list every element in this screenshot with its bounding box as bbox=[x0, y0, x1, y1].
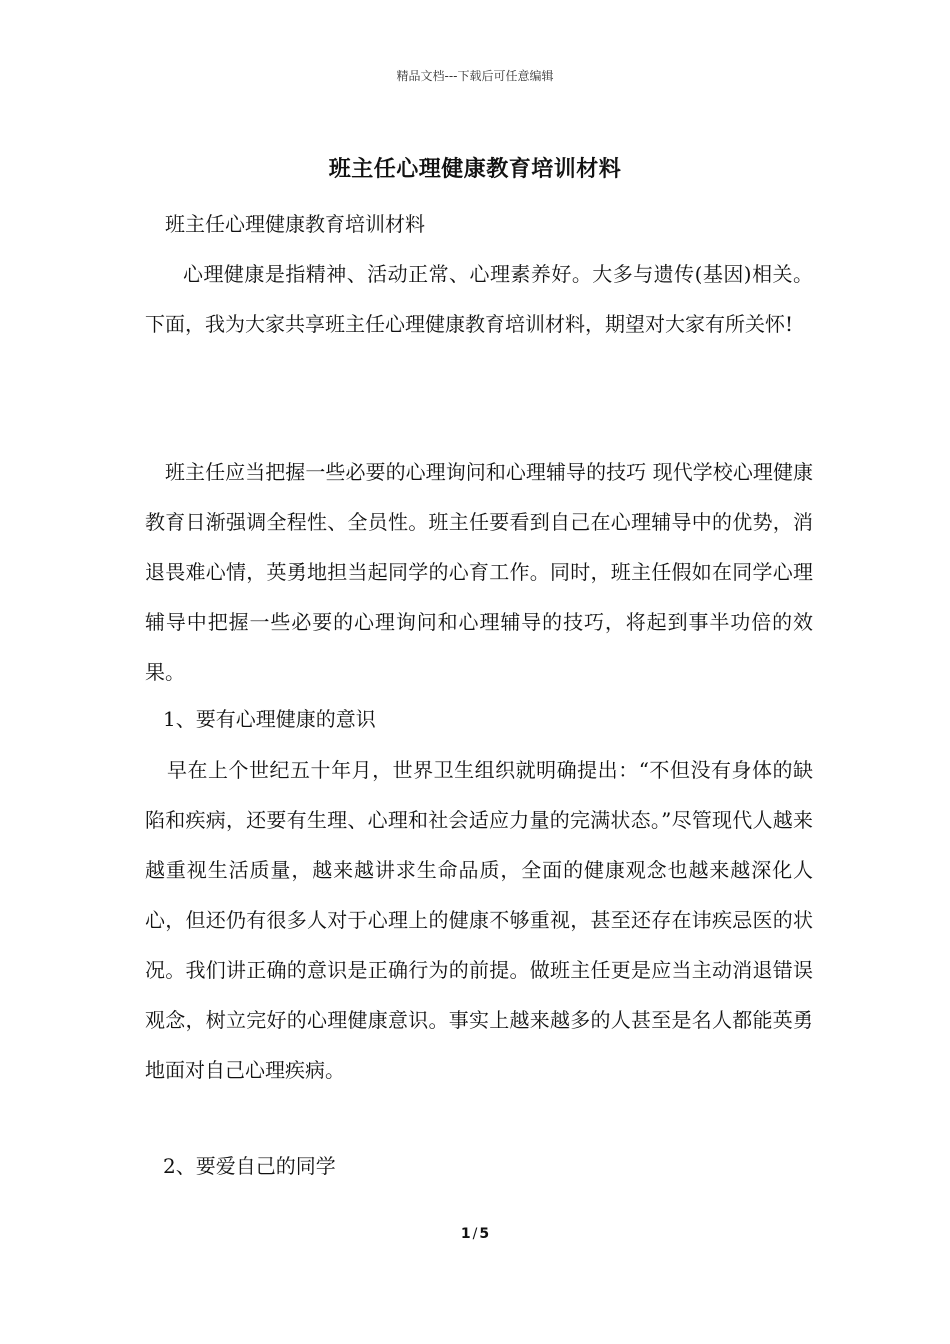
section-heading-2: 2、要爱自己的同学 bbox=[163, 1154, 336, 1178]
page-separator: / bbox=[472, 1226, 478, 1242]
subtitle-paragraph: 班主任心理健康教育培训材料 bbox=[165, 212, 425, 236]
section-heading-1: 1、要有心理健康的意识 bbox=[163, 707, 376, 731]
current-page-number: 1 bbox=[460, 1226, 471, 1242]
document-title: 班主任心理健康教育培训材料 bbox=[328, 156, 622, 182]
intro-paragraph: 心理健康是指精神、活动正常、心理素养好。大多与遗传(基因)相关。下面，我为大家共享班主任心理健康教育培训材料，期望对大家有所关怀! bbox=[145, 262, 813, 336]
total-pages-number: 5 bbox=[479, 1226, 490, 1242]
page-number bbox=[0, 1226, 950, 1242]
main-paragraph: 班主任应当把握一些必要的心理询问和心理辅导的技巧 现代学校心理健康教育日渐强调全程性、全员性。班主任要看到自己在心理辅导中的优势，消退畏难心情，英勇地担当起同学的心育工作。同时，班主任假如在同学心理辅导中把握一些必要的心理询问和心理辅导的技巧，将起到事半功倍的效果。 bbox=[145, 460, 813, 684]
section-1-paragraph: 早在上个世纪五十年月，世界卫生组织就明确提出：“不但没有身体的缺陷和疾病，还要有生理、心理和社会适应力量的完满状态。”尽管现代人越来越重视生活质量，越来越讲求生命品质，全面的健康观念也越来越深化人心，但还仍有很多人对于心理上的健康不够重视，甚至还存在讳疾忌医的状况。我们讲正确的意识是正确行为的前提。做班主任更是应当主动消退错误观念，树立完好的心理健康意识。事实上越来越多的人甚至是名人都能英勇地面对自己心理疾病。 bbox=[145, 758, 813, 1082]
page-header: 精品文档---下载后可任意编辑 bbox=[396, 69, 554, 83]
